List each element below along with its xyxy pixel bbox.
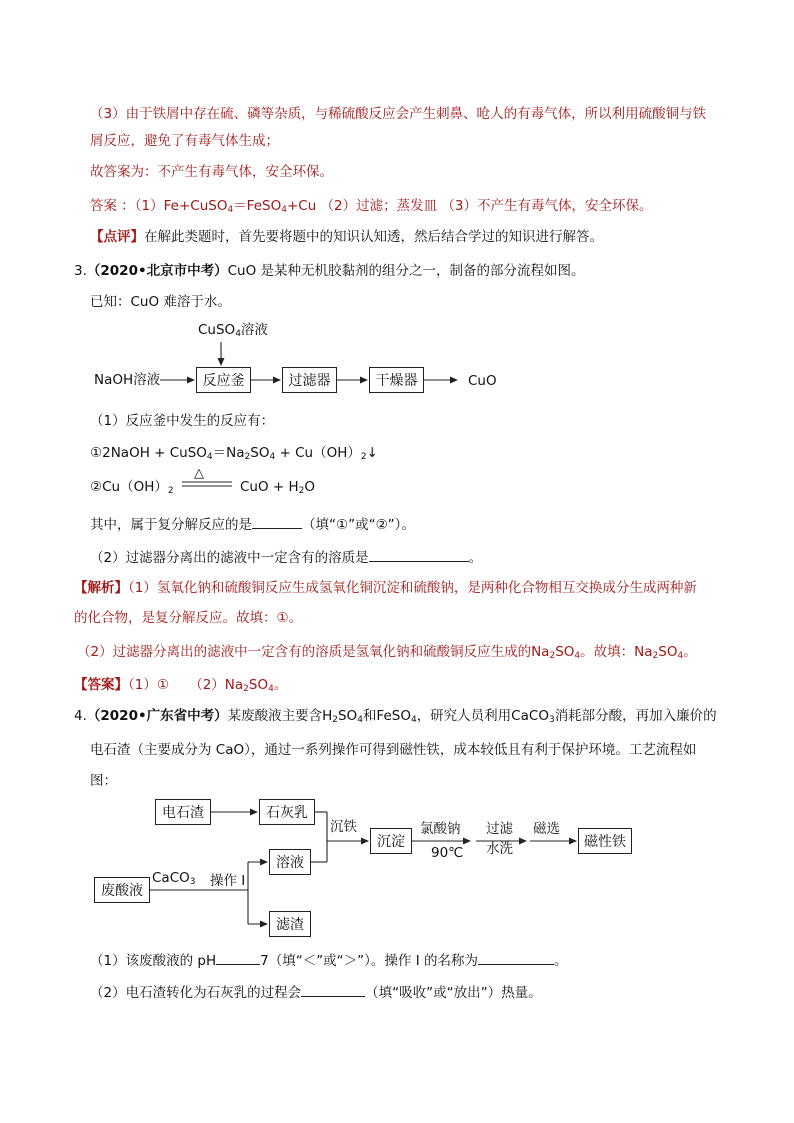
flow-label-chentie: 沉铁 [330,819,357,835]
question-4-sub2: （2）电石渣转化为石灰乳的过程会 （填“吸收”或“放出”）热量。 [90,982,542,1003]
question-3-sub1-question: 其中，属于复分解反应的是 （填“①”或“②”）。 [90,514,415,535]
flow-label-caco3: CaCO$_3$ [152,870,196,887]
analysis-2: （2）过滤器分离出的滤液中一定含有的溶质是氢氧化钠和硫酸铜反应生成的$Na_2SO_4$。故填：$Na_2SO_4$。 [77,644,697,661]
flow-box-reactor: 反应釜 [196,367,251,393]
solution-answer: 答案 ：（1）Fe+CuSO$_4$＝FeSO$_4$+Cu （2）过滤；蒸发皿 （3）不产生有毒气体，安全环保。 [90,198,653,215]
answer-q3: 【答案】（1）① $(2)Na_2SO_4$。 [74,677,288,694]
flow-label-guolv: 过滤 [486,821,513,837]
flow-box-rongye: 溶液 [269,849,311,875]
equation-1: ①2NaOH + $CuSO_4=Na_2SO_4$ + $Cu(OH)_2↓$ [90,445,378,462]
equation-2: $②Cu(OH)_2$ [90,479,174,496]
question-4-sub1: （1）该废酸液的 pH 7（填“＜”或“＞”）。操作 I 的名称为 。 [90,950,568,971]
question-4-stem-3: 图： [90,773,117,789]
solution-3-line2: 屑反应，避免了有毒气体生成； [90,133,279,149]
flow-label-shuixi: 水洗 [486,841,513,857]
flow-label-90c: 90℃ [431,845,464,861]
flow-label-cuso4: CuSO$_4$溶液 [198,322,268,339]
question-3-stem: 3.（2020•北京市中考）CuO 是某种无机胶黏剂的组分之一，制备的部分流程如图。 [74,263,585,279]
question-3-known: 已知：CuO 难溶于水。 [90,294,231,310]
flow-label-cixuan: 磁选 [533,821,560,837]
flow-box-shihuiru: 石灰乳 [259,799,315,825]
flow-label-caozuo: 操作 I [210,873,246,889]
flow-label-cuo: CuO [468,373,497,389]
equation-2-product: CuO + $H_2O$ [240,479,316,496]
flow-box-dianshizha: 电石渣 [155,799,211,825]
heat-triangle: △ [194,466,204,481]
solution-comment: 【点评】在解此类题时，首先要将题中的知识认知透，然后结合学过的知识进行解答。 [90,229,603,245]
flow-box-dryer: 干燥器 [369,367,424,393]
flow-box-cixingtie: 磁性铁 [578,828,632,854]
flow-box-lvzha: 滤渣 [269,911,311,937]
analysis-1: 【解析】（1）氢氧化钠和硫酸铜反应生成氢氧化铜沉淀和硫酸钠，是两种化合物相互交换成分生成两种新 [74,580,697,596]
flow-label-lvsuanna: 氯酸钠 [420,821,461,837]
analysis-1b: 的化合物，是复分解反应。故填：①。 [74,610,303,626]
flow-box-feisuanye: 废酸液 [94,877,150,903]
solution-3-line1: （3）由于铁屑中存在硫、磷等杂质，与稀硫酸反应会产生刺鼻、呛人的有毒气体，所以利用硫酸铜与铁 [90,106,707,122]
solution-conclusion: 故答案为：不产生有毒气体，安全环保。 [90,164,333,180]
flow-label-naoh: NaOH溶液 [94,372,161,388]
question-4-stem-2: 电石渣（主要成分为 CaO），通过一系列操作可得到磁性铁，成本较低且有利于保护环境。工艺流程如 [90,742,697,758]
question-3-sub2-question: （2）过滤器分离出的滤液中一定含有的溶质是 。 [90,547,482,568]
flow-box-filter: 过滤器 [282,367,337,393]
flow-box-chendian: 沉淀 [370,828,412,854]
question-4-stem: 4.（2020•广东省中考）某废酸液主要含$H_2SO_4$和FeSO$_4$，研究人员利用CaCO$_3$消耗部分酸，再加入廉价的 [74,708,717,725]
question-3-sub1: （1）反应釜中发生的反应有： [90,413,275,429]
